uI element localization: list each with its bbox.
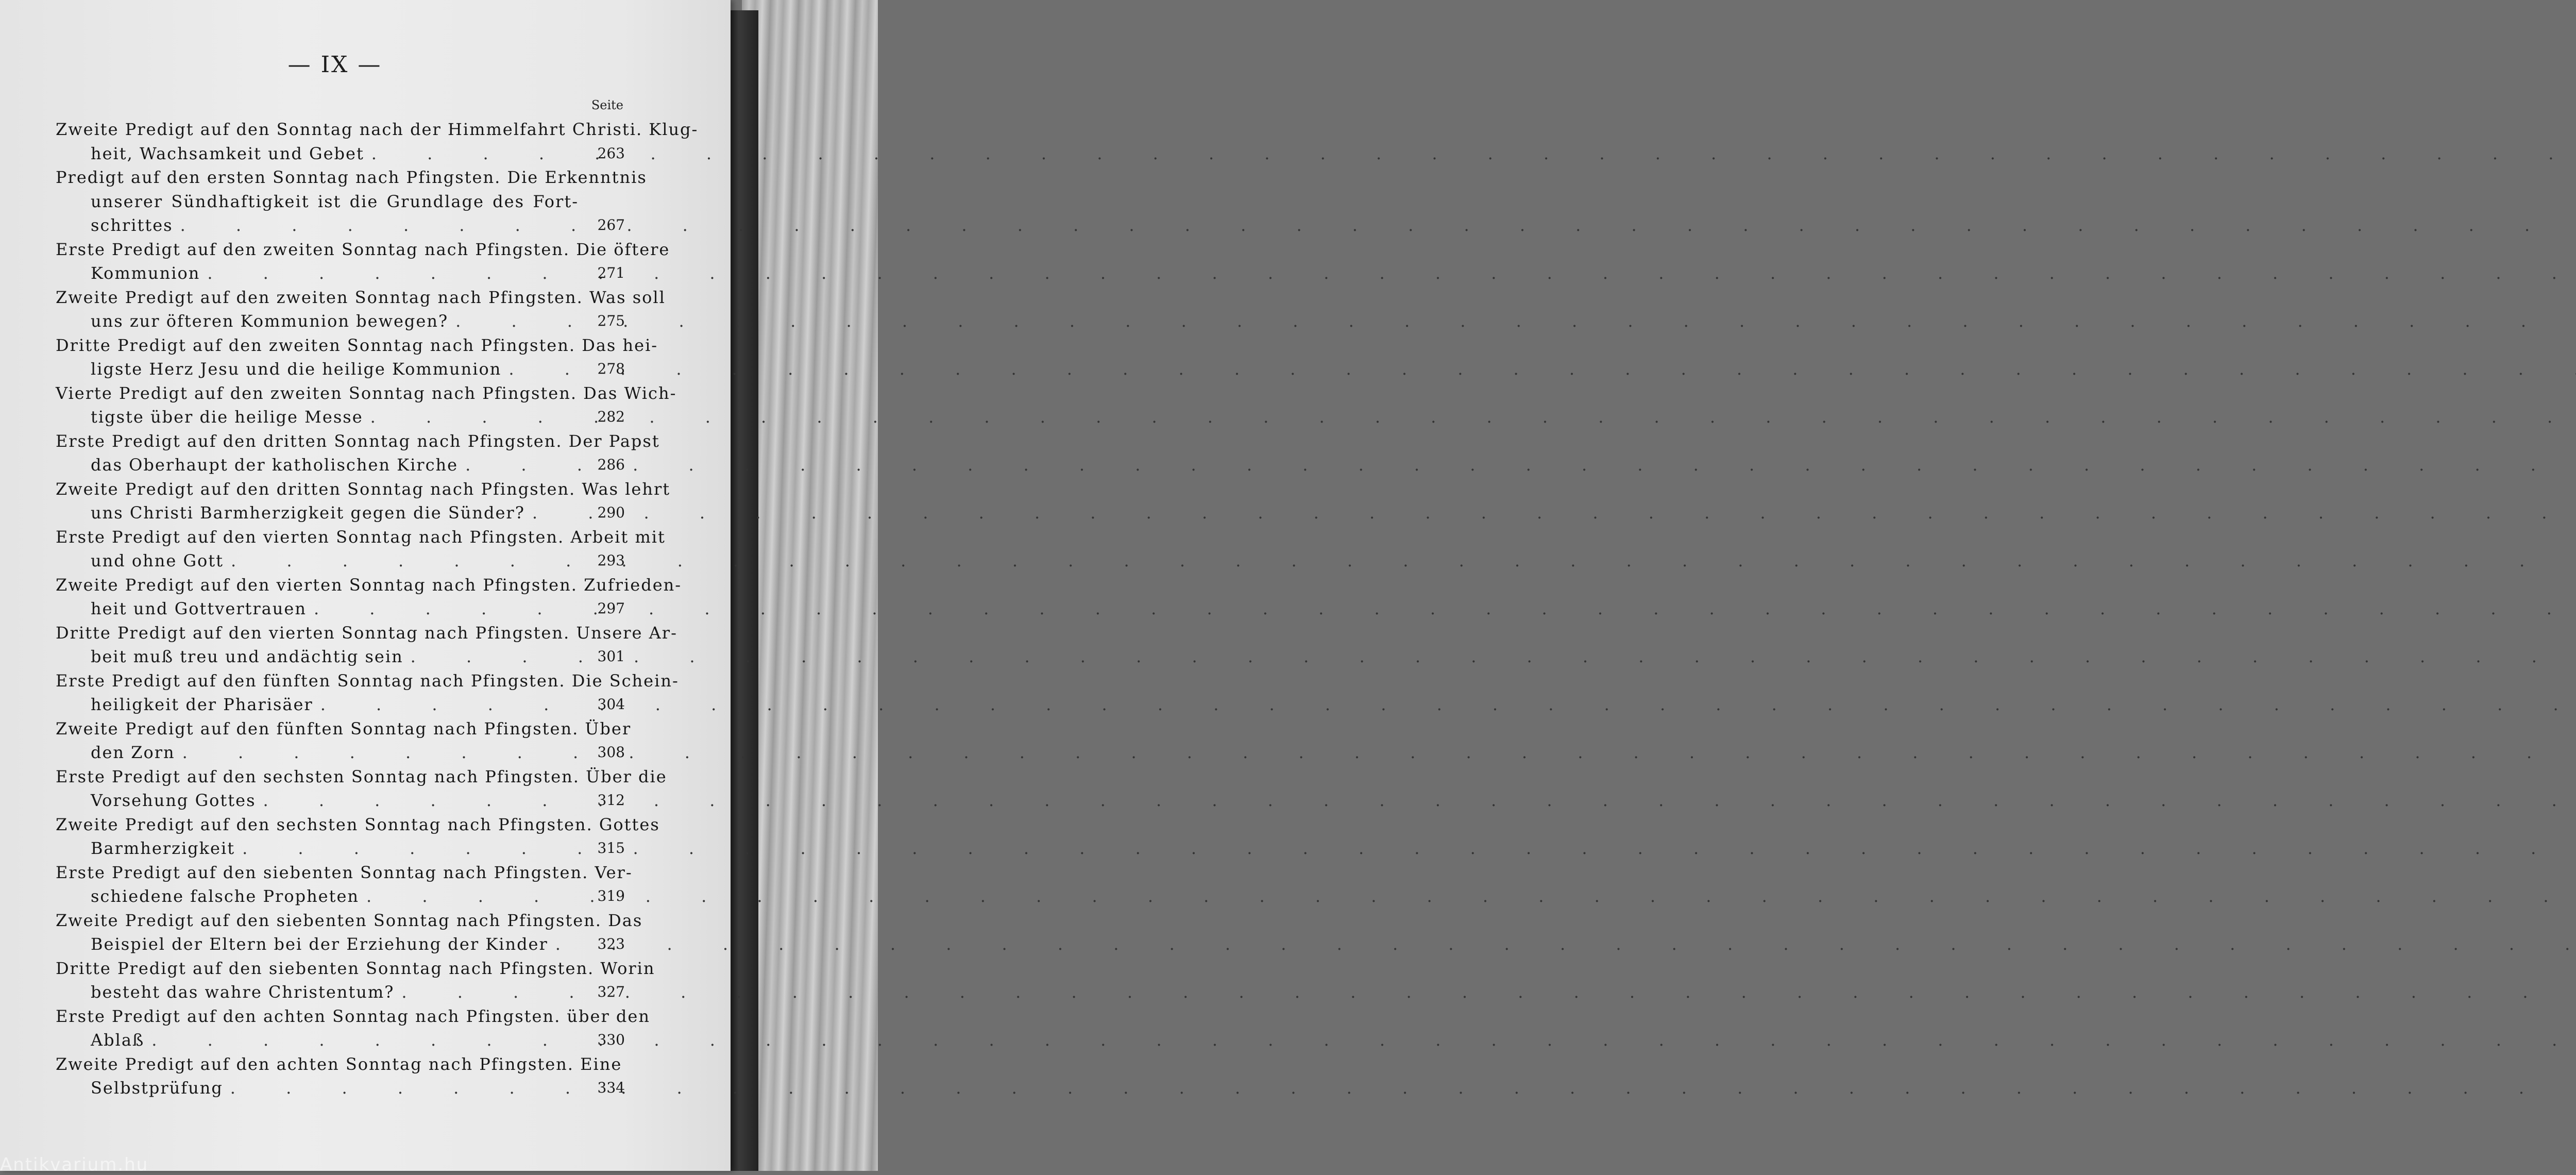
toc-entry-last-line <box>56 501 579 525</box>
toc-entry-page-number: 275 <box>597 312 625 329</box>
toc-entry <box>56 621 677 669</box>
dot-leader <box>151 1028 2576 1052</box>
dot-leader <box>455 309 2576 333</box>
toc-entry-page-number: 304 <box>597 696 625 713</box>
toc-entry-title-line: Erste Predigt auf den dritten Sonntag nach Pfingsten. Der Papst <box>56 431 660 451</box>
dot-leader <box>465 453 2576 477</box>
toc-entry-title-line: Erste Predigt auf den siebenten Sonntag nach Pfingsten. Ver- <box>56 862 633 882</box>
watermark: Antikvarium.hu <box>0 1154 149 1175</box>
toc-entry-page-number: 319 <box>597 887 625 904</box>
toc-entry-title-line: Erste Predigt auf den fünften Sonntag nach Pfingsten. Die Schein- <box>56 670 679 691</box>
toc-entry-last-text: besteht das wahre Christentum? <box>91 982 395 1002</box>
toc-entry-page-number: 263 <box>597 144 625 162</box>
toc-entry-title-line: Erste Predigt auf den zweiten Sonntag nach Pfingsten. Die öftere <box>56 239 670 259</box>
toc-entry-title-line: Zweite Predigt auf den fünften Sonntag nach Pfingsten. Über <box>56 718 632 738</box>
toc-entry-title-line: Zweite Predigt auf den zweiten Sonntag nach Pfingsten. Was soll <box>56 287 666 307</box>
book-page <box>0 0 731 1171</box>
toc-entry-last-line <box>56 142 579 166</box>
toc-entry-page-number: 278 <box>597 360 625 377</box>
toc-entry-page-number: 297 <box>597 600 625 617</box>
toc-entry <box>56 333 658 381</box>
toc-entry-title-line: Erste Predigt auf den achten Sonntag nach Pfingsten. über den <box>56 1006 650 1026</box>
toc-entry-last-line <box>56 597 579 621</box>
toc-entry-last-text: schiedene falsche Propheten <box>91 886 360 906</box>
toc-entry-page-number: 323 <box>597 935 625 952</box>
toc-entry-last-line <box>56 836 579 861</box>
toc-entry <box>56 669 679 717</box>
toc-entry-page-number: 301 <box>597 648 625 665</box>
toc-entry-last-line <box>56 213 579 238</box>
dot-leader <box>532 501 2576 525</box>
dot-leader <box>411 645 2576 669</box>
toc-entry <box>56 573 682 621</box>
toc-entry-last-text: den Zorn <box>91 743 175 762</box>
toc-entry <box>56 118 699 165</box>
toc-entry-last-text: heiligkeit der Pharisäer <box>91 695 313 714</box>
toc-entry-page-number: 327 <box>597 983 625 1000</box>
toc-entry-title-line: Zweite Predigt auf den achten Sonntag nach Pfingsten. Eine <box>56 1054 622 1074</box>
toc-entry-last-line <box>56 788 579 813</box>
toc-entry <box>56 813 660 861</box>
toc-entry-last-text: das Oberhaupt der katholischen Kirche <box>91 455 459 475</box>
toc-entry <box>56 1004 650 1052</box>
toc-entry-page-number: 330 <box>597 1031 625 1048</box>
toc-entry-last-line <box>56 932 579 956</box>
toc-entry-last-line <box>56 309 579 333</box>
dot-leader <box>207 261 2576 286</box>
toc-entry <box>56 956 655 1004</box>
dot-leader <box>401 980 2576 1004</box>
table-of-contents <box>56 118 699 1100</box>
toc-entry-last-text: Barmherzigkeit <box>91 838 235 858</box>
toc-entry <box>56 429 660 477</box>
dot-leader <box>370 405 2576 429</box>
toc-entry-last-line <box>56 1076 579 1100</box>
toc-entry-page-number: 293 <box>597 552 625 569</box>
toc-entry-last-line <box>56 405 579 429</box>
toc-entry-title-line: Zweite Predigt auf den sechsten Sonntag nach Pfingsten. Gottes <box>56 814 660 834</box>
toc-entry-last-line <box>56 453 579 477</box>
toc-entry <box>56 525 666 573</box>
dot-leader <box>366 884 2576 909</box>
toc-entry-last-text: Ablaß <box>91 1030 145 1050</box>
toc-entry <box>56 765 667 813</box>
dot-leader <box>509 357 2576 381</box>
toc-entry-last-text: uns Christi Barmherzigkeit gegen die Sünder? <box>91 503 525 523</box>
toc-entry-title-line: Dritte Predigt auf den siebenten Sonntag nach Pfingsten. Worin <box>56 958 655 978</box>
toc-entry-last-line <box>56 261 579 286</box>
page-number: — IX — <box>287 52 382 78</box>
toc-entry-last-text: beit muß treu und andächtig sein <box>91 647 403 666</box>
toc-entry <box>56 381 677 429</box>
toc-entry-title-line: Dritte Predigt auf den vierten Sonntag nach Pfingsten. Unsere Ar- <box>56 623 677 643</box>
toc-entry-title-line: Dritte Predigt auf den zweiten Sonntag nach Pfingsten. Das hei- <box>56 335 658 355</box>
toc-entry <box>56 286 666 333</box>
toc-entry-last-text: ligste Herz Jesu und die heilige Kommunion <box>91 359 502 379</box>
toc-entry-last-text: und ohne Gott <box>91 551 224 570</box>
toc-entry-title-line: Zweite Predigt auf den Sonntag nach der Himmelfahrt Christi. Klug- <box>56 120 699 139</box>
toc-entry-last-text: Beispiel der Eltern bei der Erziehung der Kinder <box>91 934 548 954</box>
dot-leader <box>182 741 2576 765</box>
toc-entry-last-text: Vorsehung Gottes <box>91 791 256 810</box>
toc-entry <box>56 717 632 765</box>
toc-entry-title-line: Erste Predigt auf den vierten Sonntag nach Pfingsten. Arbeit mit <box>56 527 666 547</box>
toc-entry-page-number: 315 <box>597 840 625 857</box>
toc-entry-title-line: Predigt auf den ersten Sonntag nach Pfingsten. Die Erkenntnis <box>56 167 647 187</box>
toc-entry <box>56 165 647 238</box>
toc-entry-page-number: 282 <box>597 408 625 425</box>
toc-entry-last-text: heit, Wachsamkeit und Gebet <box>91 143 364 163</box>
toc-entry-title-line: Erste Predigt auf den sechsten Sonntag nach Pfingsten. Über die <box>56 766 667 786</box>
toc-entry <box>56 861 633 909</box>
toc-entry-page-number: 312 <box>597 792 625 809</box>
toc-entry-last-text: Kommunion <box>91 263 200 283</box>
page-column-label: Seite <box>591 98 623 112</box>
toc-entry-page-number: 334 <box>597 1079 625 1096</box>
toc-entry-page-number: 286 <box>597 456 625 473</box>
toc-entry-title-line: Zweite Predigt auf den vierten Sonntag nach Pfingsten. Zufrieden- <box>56 575 682 595</box>
dot-leader <box>371 142 2576 166</box>
toc-entry <box>56 909 643 956</box>
toc-entry-last-line <box>56 357 579 381</box>
toc-entry-last-text: heit und Gottvertrauen <box>91 599 307 618</box>
toc-entry-last-line <box>56 645 579 669</box>
dot-leader <box>320 693 2576 717</box>
toc-entry-last-line <box>56 884 579 909</box>
toc-entry-last-text: Selbstprüfung <box>91 1078 223 1098</box>
toc-entry <box>56 477 671 525</box>
toc-entry-page-number: 267 <box>597 216 625 233</box>
toc-entry-last-line <box>56 741 579 765</box>
toc-entry-last-line <box>56 980 579 1004</box>
toc-entry-last-line <box>56 693 579 717</box>
toc-entry-continuation-line: unserer Sündhaftigkeit ist die Grundlage des Fort- <box>91 191 579 211</box>
toc-entry <box>56 1052 625 1100</box>
toc-entry-title-line: Zweite Predigt auf den dritten Sonntag nach Pfingsten. Was lehrt <box>56 479 671 499</box>
toc-entry-last-line <box>56 549 579 573</box>
toc-entry-last-text: uns zur öfteren Kommunion bewegen? <box>91 311 449 331</box>
toc-entry-title-line: Vierte Predigt auf den zweiten Sonntag nach Pfingsten. Das Wich- <box>56 383 677 403</box>
dot-leader <box>180 213 2576 238</box>
toc-entry-last-line <box>56 1028 579 1052</box>
toc-entry-page-number: 271 <box>597 264 625 281</box>
dot-leader <box>555 932 2576 956</box>
toc-entry-page-number: 290 <box>597 504 625 521</box>
toc-entry-last-text: tigste über die heilige Messe <box>91 407 363 427</box>
toc-entry-page-number: 308 <box>597 744 625 761</box>
toc-entry <box>56 238 670 286</box>
toc-entry-title-line: Zweite Predigt auf den siebenten Sonntag nach Pfingsten. Das <box>56 910 643 930</box>
toc-entry-last-text: schrittes <box>91 215 173 235</box>
dot-leader <box>314 597 2576 621</box>
